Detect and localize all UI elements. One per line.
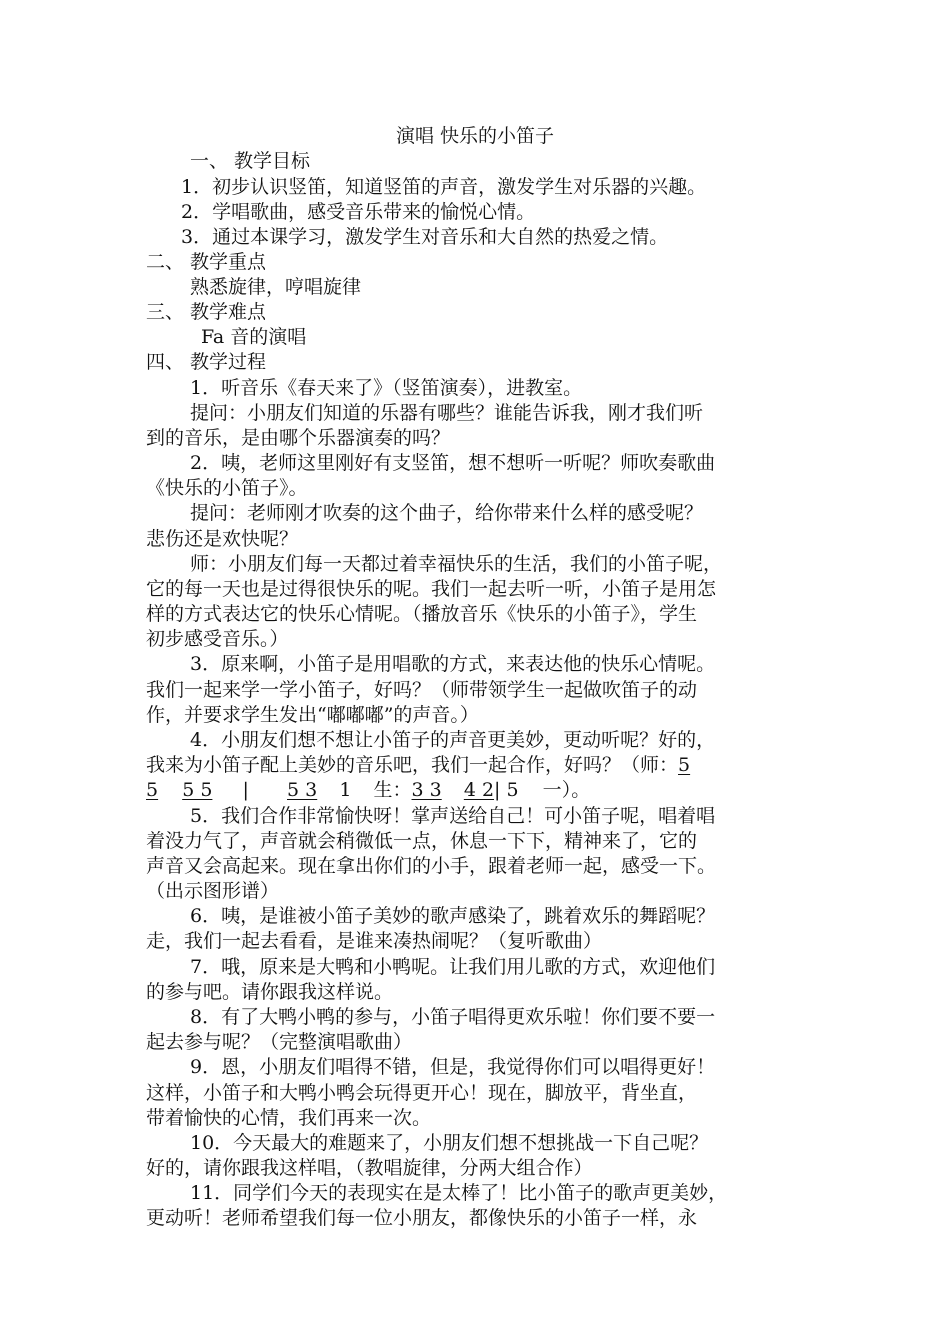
section-heading-process: 四、 教学过程: [146, 351, 267, 373]
paragraph-line: 熟悉旋律，哼唱旋律: [190, 276, 362, 298]
paragraph-line: 着没力气了，声音就会稍微低一点，休息一下下，精神来了，它的: [146, 830, 698, 852]
paragraph-line: 1．初步认识竖笛，知道竖笛的声音，激发学生对乐器的兴趣。: [181, 176, 707, 198]
paragraph-line: 更动听！老师希望我们每一位小朋友，都像快乐的小笛子一样，永: [146, 1207, 698, 1229]
section-heading-key-points: 二、 教学重点: [146, 251, 267, 273]
page-title: 演唱 快乐的小笛子: [395, 125, 555, 147]
paragraph-line: （出示图形谱）: [146, 880, 280, 902]
notation-note: | 5: [494, 779, 519, 801]
notation-note: 4 2: [463, 779, 495, 801]
paragraph-line: 它的每一天也是过得很快乐的呢。我们一起去听一听，小笛子是用怎: [146, 578, 717, 600]
notation-barline: |: [242, 779, 249, 801]
notation-note: 1: [339, 779, 352, 801]
section-heading-difficulties: 三、 教学难点: [146, 301, 267, 323]
paragraph-line: 样的方式表达它的快乐心情呢。（播放音乐《快乐的小笛子》，学生: [146, 603, 698, 625]
paragraph-line: 2．咦，老师这里刚好有支竖笛，想不想听一听呢？师吹奏歌曲: [190, 452, 716, 474]
paragraph-line: 1．听音乐《春天来了》（竖笛演奏），进教室。: [190, 377, 583, 399]
paragraph-line: 声音又会高起来。现在拿出你们的小手，跟着老师一起，感受一下。: [146, 855, 717, 877]
paragraph-line: Fa 音的演唱: [201, 326, 307, 348]
paragraph-line: 走，我们一起去看看，是谁来凑热闹呢？（复听歌曲）: [146, 930, 603, 952]
paragraph-line: 6．咦，是谁被小笛子美妙的歌声感染了，跳着欢乐的舞蹈呢？: [190, 905, 716, 927]
paragraph-line: 4．小朋友们想不想让小笛子的声音更美妙，更动听呢？好的，: [190, 729, 716, 751]
paragraph-line: 悲伤还是欢快呢？: [146, 528, 299, 550]
notation-close: ）。: [561, 779, 591, 801]
paragraph-line: 2．学唱歌曲，感受音乐带来的愉悦心情。: [181, 201, 536, 223]
section-heading-objectives: 一、 教学目标: [190, 150, 311, 172]
paragraph-line: 我们一起来学一学小笛子，好吗？（师带领学生一起做吹笛子的动: [146, 679, 698, 701]
paragraph-line: 作，并要求学生发出“嘟嘟嘟”的声音。）: [146, 704, 479, 726]
paragraph-line: 到的音乐，是由哪个乐器演奏的吗？: [146, 427, 451, 449]
paragraph-line: 师：小朋友们每一天都过着幸福快乐的生活，我们的小笛子呢，: [190, 553, 723, 575]
paragraph-line: 提问：老师刚才吹奏的这个曲子，给你带来什么样的感受呢？: [190, 502, 704, 524]
notation-line: [146, 778, 590, 803]
paragraph-line: 初步感受音乐。）: [146, 628, 289, 650]
paragraph-line: 好的，请你跟我这样唱，（教唱旋律，分两大组合作）: [146, 1157, 593, 1179]
paragraph-line: 11．同学们今天的表现实在是太棒了！比小笛子的歌声更美妙，: [190, 1182, 728, 1204]
paragraph-line: 3．通过本课学习，激发学生对音乐和大自然的热爱之情。: [181, 226, 669, 248]
paragraph-line: 9．恩，小朋友们唱得不错，但是，我觉得你们可以唱得更好！: [190, 1056, 716, 1078]
paragraph-line: 3．原来啊，小笛子是用唱歌的方式，来表达他的快乐心情呢。: [190, 653, 716, 675]
paragraph-line: [146, 753, 690, 778]
notation-note: 5 3: [287, 779, 318, 801]
notation-note: 5: [146, 779, 159, 801]
paragraph-text: 我来为小笛子配上美妙的音乐吧，我们一起合作，好吗？（师：: [146, 754, 679, 776]
paragraph-line: 起去参与呢？（完整演唱歌曲）: [146, 1031, 413, 1053]
notation-dash: 一: [542, 779, 562, 801]
notation-note: 3 3: [411, 779, 442, 801]
paragraph-line: 这样，小笛子和大鸭小鸭会玩得更开心！现在，脚放平，背坐直，: [146, 1082, 698, 1104]
paragraph-line: 8．有了大鸭小鸭的参与，小笛子唱得更欢乐啦！你们要不要一: [190, 1006, 716, 1028]
notation-note: 5: [678, 754, 691, 776]
paragraph-line: 提问：小朋友们知道的乐器有哪些？谁能告诉我，刚才我们听: [190, 402, 704, 424]
notation-label: 生：: [373, 779, 412, 801]
paragraph-line: 5．我们合作非常愉快呀！掌声送给自己！可小笛子呢，唱着唱: [190, 805, 716, 827]
paragraph-line: 的参与吧。请你跟我这样说。: [146, 981, 394, 1003]
paragraph-line: 10．今天最大的难题来了，小朋友们想不想挑战一下自己呢？: [190, 1132, 709, 1154]
paragraph-line: 《快乐的小笛子》。: [146, 477, 308, 499]
paragraph-line: 7．哦，原来是大鸭和小鸭呢。让我们用儿歌的方式，欢迎他们: [190, 956, 716, 978]
paragraph-line: 带着愉快的心情，我们再来一次。: [146, 1107, 432, 1129]
notation-note: 5 5: [182, 779, 213, 801]
